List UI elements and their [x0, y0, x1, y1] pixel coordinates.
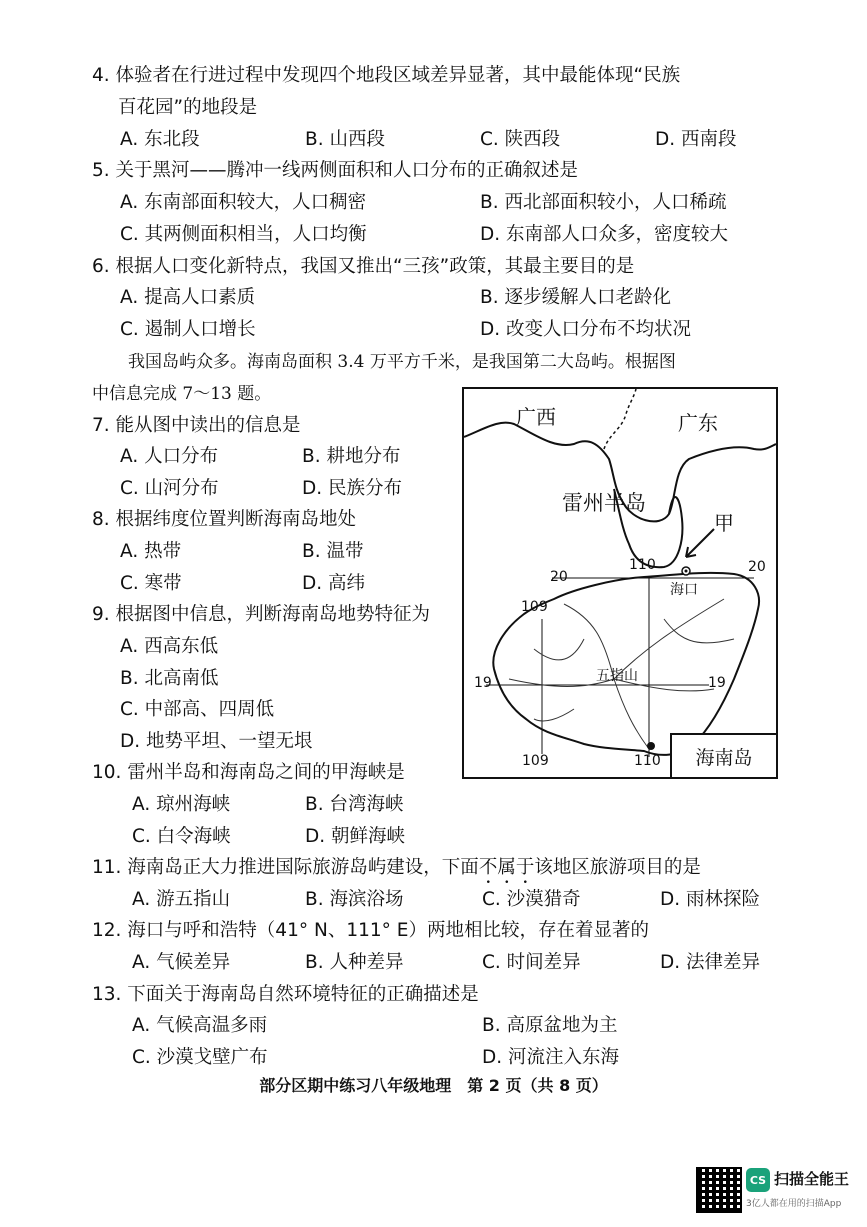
q7-option-c: C. 山河分布 [120, 478, 219, 499]
q6-option-a: A. 提高人口素质 [120, 287, 256, 308]
river-7 [664, 619, 734, 643]
q6-stem: 6. 根据人口变化新特点，我国又推出“三孩”政策，其最主要目的是 [92, 256, 635, 277]
q13-option-d: D. 河流注入东海 [482, 1047, 620, 1068]
q13-stem: 13. 下面关于海南岛自然环境特征的正确描述是 [92, 984, 479, 1005]
q11-option-a: A. 游五指山 [132, 889, 231, 910]
q5-option-b: B. 西北部面积较小，人口稀疏 [480, 192, 727, 213]
strait-arrow [686, 529, 714, 557]
passage-line1: 我国岛屿众多。海南岛面积 3.4 万平方千米，是我国第二大岛屿。根据图 [128, 352, 676, 372]
q11-option-d: D. 雨林探险 [660, 889, 761, 910]
map-label-guangxi: 广西 [516, 405, 556, 429]
q9-option-b: B. 北高南低 [120, 668, 219, 689]
q12-option-a: A. 气候差异 [132, 952, 231, 973]
q7-option-a: A. 人口分布 [120, 446, 219, 467]
camscanner-logo-icon: CS [746, 1168, 770, 1192]
q8-option-d: D. 高纬 [302, 573, 366, 594]
river-8 [534, 709, 574, 721]
q6-option-c: C. 遏制人口增长 [120, 319, 256, 340]
q13-option-c: C. 沙漠戈壁广布 [132, 1047, 268, 1068]
scanner-title: 扫描全能王 [774, 1170, 850, 1188]
q9-option-d: D. 地势平坦、一望无垠 [120, 731, 313, 752]
lat20-left-label: 20 [550, 569, 568, 585]
q6-option-d: D. 改变人口分布不均状况 [480, 319, 692, 340]
q5-stem: 5. 关于黑河——腾冲一线两侧面积和人口分布的正确叙述是 [92, 160, 579, 181]
page-footer: 部分区期中练习八年级地理 第 2 页（共 8 页） [259, 1076, 608, 1095]
map-legend-hainan: 海南岛 [670, 733, 776, 777]
lon109-bottom-label: 109 [522, 753, 549, 769]
map-drawing [464, 389, 776, 777]
lat19-left-label: 19 [474, 675, 492, 691]
lon110-bottom-label: 110 [634, 753, 661, 769]
river-4 [614, 679, 649, 749]
q12-option-b: B. 人种差异 [305, 952, 404, 973]
q10-stem: 10. 雷州半岛和海南岛之间的甲海峡是 [92, 762, 405, 783]
q8-option-a: A. 热带 [120, 541, 182, 562]
map-label-leizhou: 雷州半岛 [562, 491, 646, 515]
q4-option-b: B. 山西段 [305, 129, 385, 150]
map-label-haikou: 海口 [670, 582, 698, 598]
q10-option-d: D. 朝鲜海峡 [305, 826, 406, 847]
lon109-top-label: 109 [521, 599, 548, 615]
haikou-dot [685, 570, 688, 573]
q4-option-d: D. 西南段 [655, 129, 737, 150]
q6-option-b: B. 逐步缓解人口老龄化 [480, 287, 671, 308]
q5-option-c: C. 其两侧面积相当，人口均衡 [120, 224, 367, 245]
sanya-marker [647, 742, 655, 750]
q5-option-a: A. 东南部面积较大，人口稠密 [120, 192, 367, 213]
q8-stem: 8. 根据纬度位置判断海南岛地处 [92, 509, 357, 530]
q13-option-b: B. 高原盆地为主 [482, 1015, 618, 1036]
q12-stem: 12. 海口与呼和浩特（41° N、111° E）两地相比较，存在着显著的 [92, 920, 649, 941]
qr-code-icon [696, 1167, 742, 1213]
lat20-right-label: 20 [748, 559, 766, 575]
q9-option-a: A. 西高东低 [120, 636, 219, 657]
q7-option-d: D. 民族分布 [302, 478, 403, 499]
q8-option-b: B. 温带 [302, 541, 364, 562]
q11-stem [92, 855, 701, 888]
q11-option-c: C. 沙漠猎奇 [482, 889, 581, 910]
q9-stem: 9. 根据图中信息，判断海南岛地势特征为 [92, 604, 431, 625]
hainan-map [462, 387, 778, 779]
scanner-subtitle: 3亿人都在用的扫描App [746, 1199, 842, 1209]
map-label-jia: 甲 [714, 511, 734, 535]
map-label-wuzhishan: 五指山 [596, 668, 638, 684]
q11-stem-post: 该地区旅游项目的是 [534, 857, 701, 878]
q11-option-b: B. 海滨浴场 [305, 889, 404, 910]
q12-option-c: C. 时间差异 [482, 952, 581, 973]
lon110-top-label: 110 [629, 557, 656, 573]
q9-option-c: C. 中部高、四周低 [120, 699, 275, 720]
q11-stem-pre: 11. 海南岛正大力推进国际旅游岛屿建设，下面 [92, 857, 479, 878]
q11-stem-emphasis: 不属于 [478, 857, 535, 878]
q4-option-a: A. 东北段 [120, 129, 200, 150]
q4-stem-line1: 4. 体验者在行进过程中发现四个地段区域差异显著，其中最能体现“民族 [92, 65, 681, 86]
q7-option-b: B. 耕地分布 [302, 446, 401, 467]
passage-line2: 中信息完成 7～13 题。 [92, 384, 272, 404]
q13-option-a: A. 气候高温多雨 [132, 1015, 268, 1036]
q10-option-b: B. 台湾海峡 [305, 794, 404, 815]
q7-stem: 7. 能从图中读出的信息是 [92, 415, 301, 436]
province-boundary [604, 389, 636, 449]
q4-option-c: C. 陕西段 [480, 129, 561, 150]
lat19-right-label: 19 [708, 675, 726, 691]
q10-option-c: C. 白令海峡 [132, 826, 231, 847]
map-label-guangdong: 广东 [678, 411, 718, 435]
q5-option-d: D. 东南部人口众多，密度较大 [480, 224, 729, 245]
q4-stem-line2: 百花园”的地段是 [118, 97, 258, 118]
q8-option-c: C. 寒带 [120, 573, 182, 594]
q10-option-a: A. 琼州海峡 [132, 794, 231, 815]
q12-option-d: D. 法律差异 [660, 952, 761, 973]
